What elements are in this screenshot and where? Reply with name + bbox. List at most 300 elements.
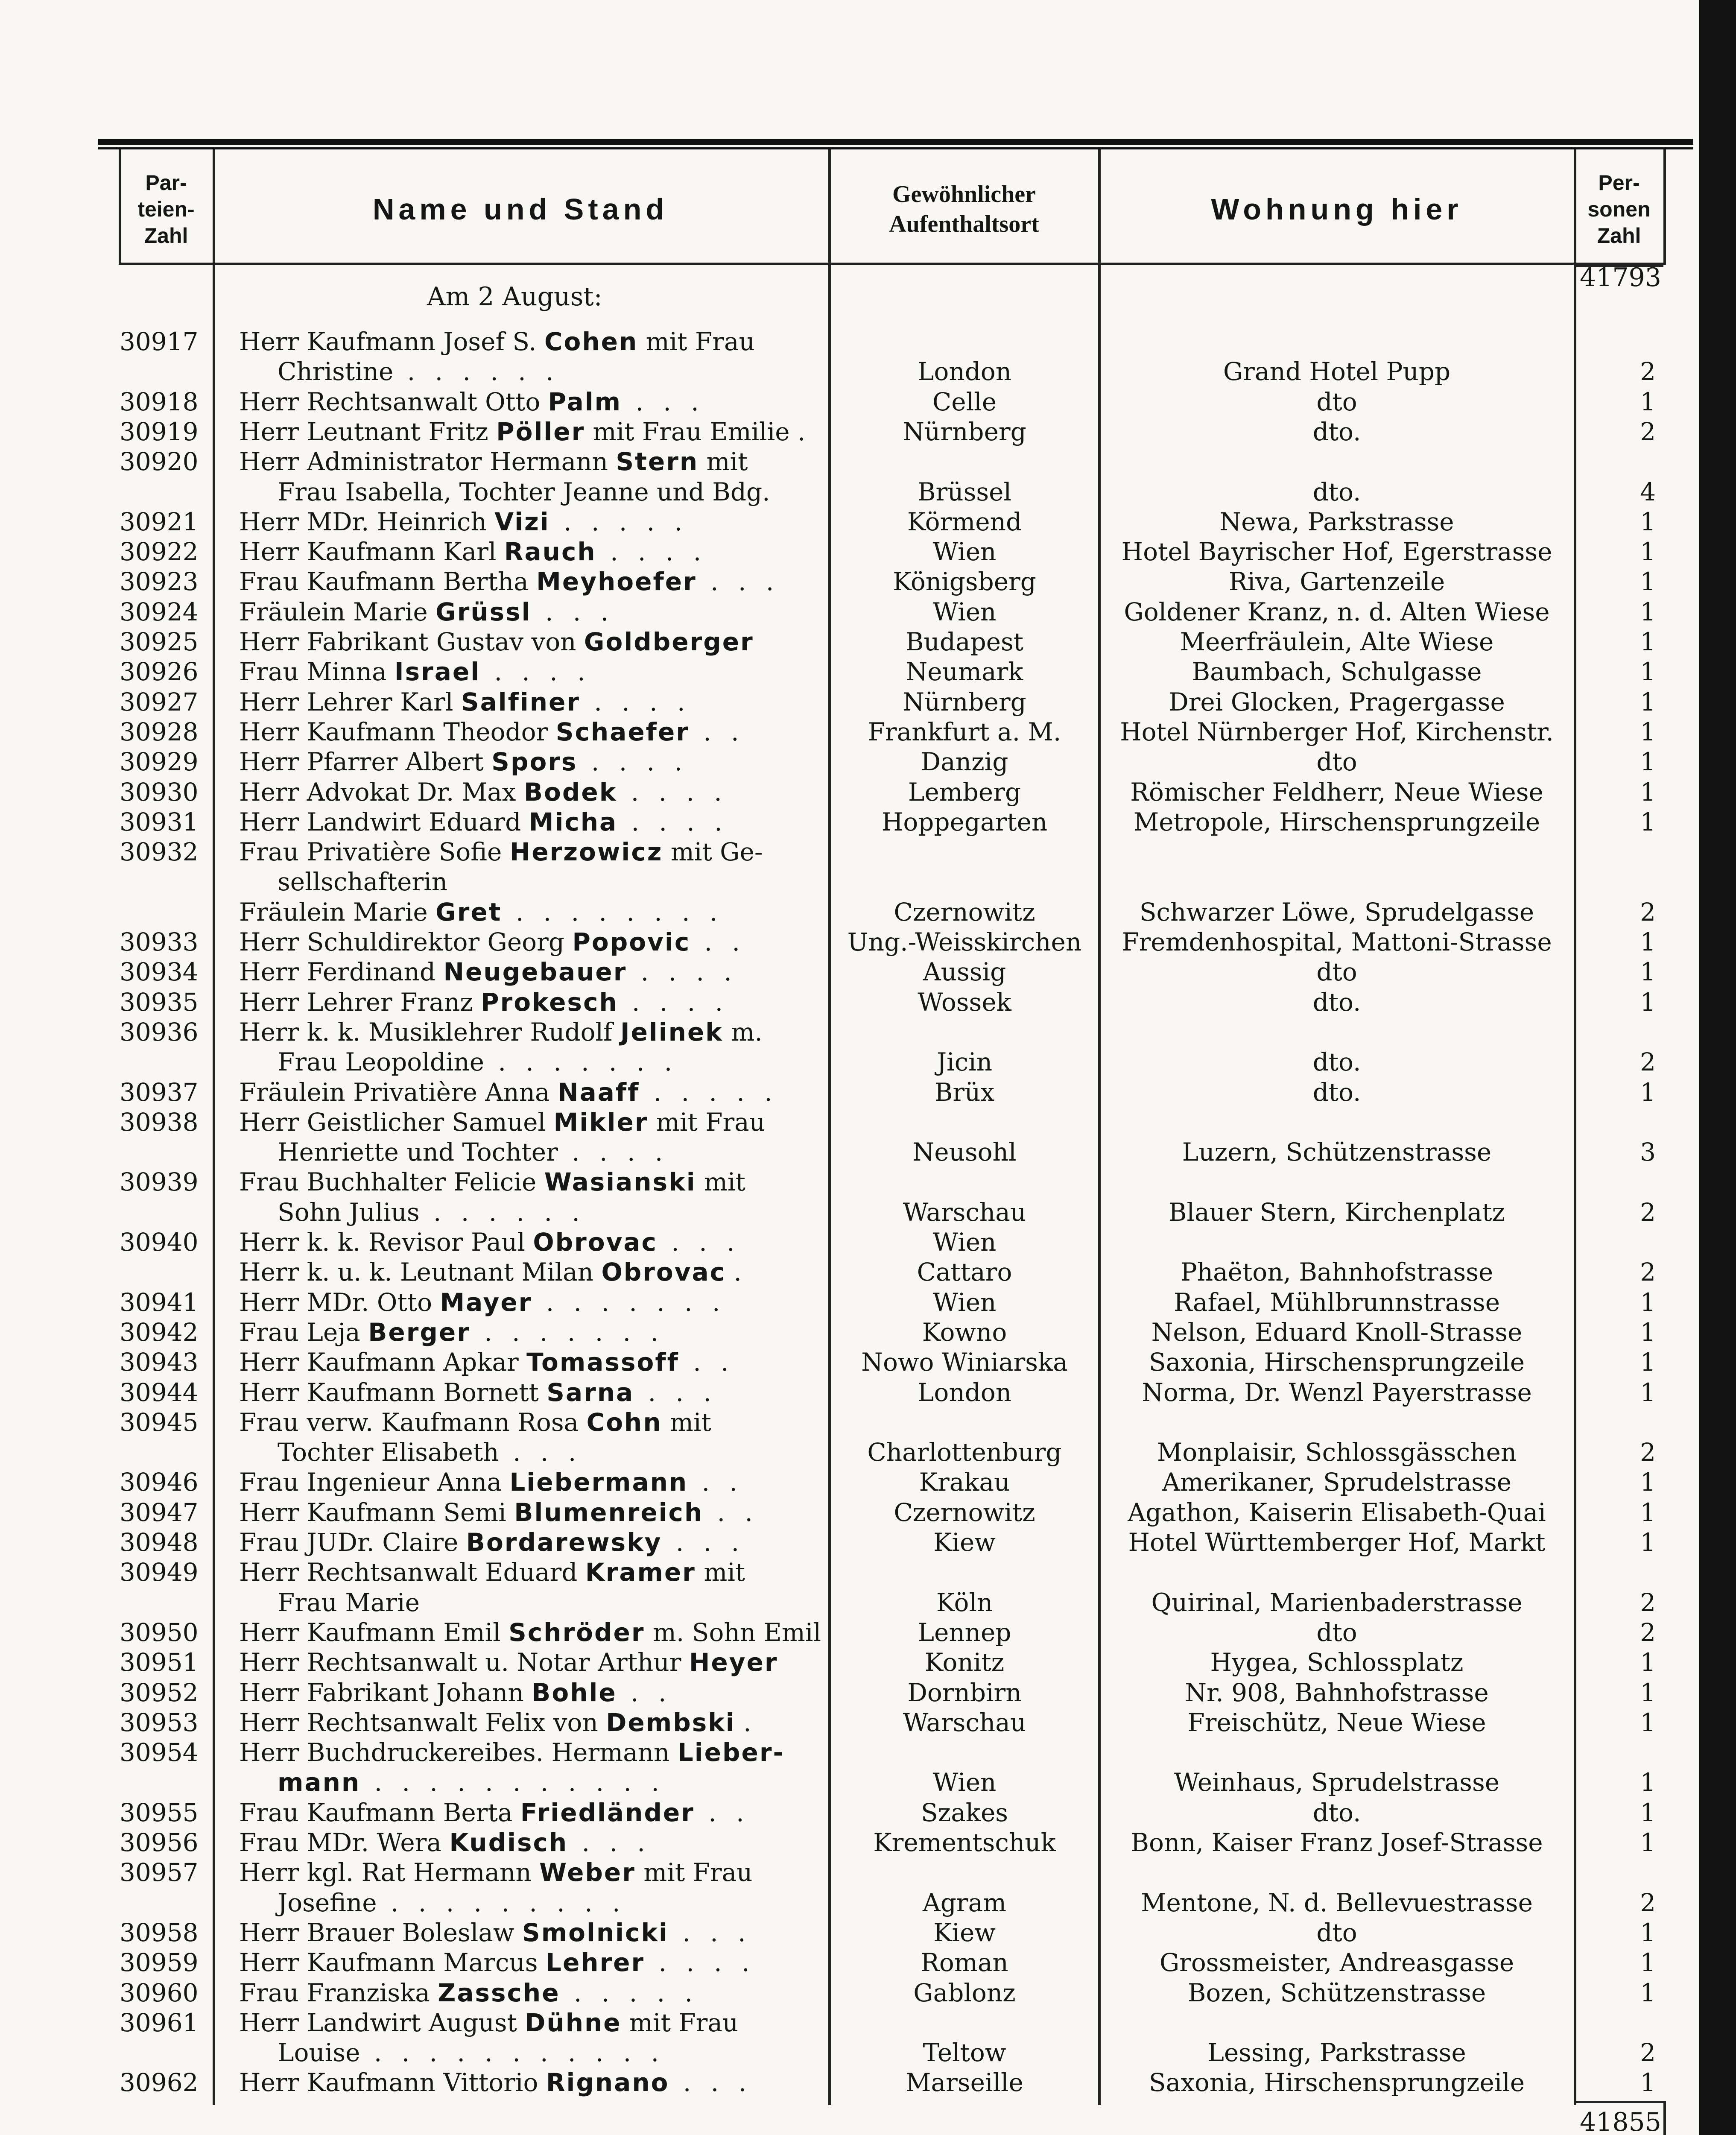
name-prefix: Fräulein Marie bbox=[239, 897, 436, 927]
persons-count: 1 bbox=[1640, 1678, 1656, 1707]
lodging: Lessing, Parkstrasse bbox=[1207, 2038, 1466, 2068]
surname: Kramer bbox=[585, 1558, 696, 1587]
surname: Naaff bbox=[558, 1077, 640, 1107]
table-row bbox=[0, 2038, 1699, 2068]
table-row bbox=[0, 1347, 1699, 1377]
guest-name bbox=[239, 1077, 778, 1107]
leader-dots: . . . . . . bbox=[419, 1197, 586, 1227]
persons-count: 4 bbox=[1640, 477, 1656, 506]
leader-dots: . . . . . . . bbox=[484, 1047, 678, 1077]
surname: Liebermann bbox=[509, 1468, 688, 1497]
leader-dots: . . bbox=[679, 1348, 735, 1377]
lodging: Newa, Parkstrasse bbox=[1219, 507, 1454, 536]
persons-count: 1 bbox=[1640, 567, 1656, 597]
name-prefix: Herr Rechtsanwalt u. Notar Arthur bbox=[239, 1648, 689, 1677]
lodging: Phaëton, Bahnhofstrasse bbox=[1180, 1258, 1493, 1287]
guest-name bbox=[239, 1678, 672, 1708]
leader-dots: . . bbox=[690, 927, 746, 956]
residence: Jicin bbox=[936, 1047, 993, 1077]
guest-name bbox=[239, 1857, 753, 1887]
lodging: dto. bbox=[1312, 477, 1361, 506]
name-prefix: Herr Lehrer Franz bbox=[239, 987, 481, 1017]
party-number: 30927 bbox=[120, 687, 199, 717]
table-row bbox=[0, 1617, 1699, 1647]
table-row bbox=[0, 327, 1699, 357]
party-number: 30962 bbox=[120, 2068, 199, 2097]
table-row bbox=[0, 357, 1699, 386]
residence: Celle bbox=[932, 387, 997, 416]
guest-name bbox=[278, 2038, 665, 2068]
leader-dots: . . . . bbox=[577, 747, 688, 777]
residence: Szakes bbox=[921, 1798, 1008, 1827]
persons-count: 1 bbox=[1640, 1317, 1656, 1347]
residence: Neumark bbox=[906, 657, 1023, 687]
surname: Herzowicz bbox=[509, 837, 663, 867]
lodging: Meerfräulein, Alte Wiese bbox=[1180, 627, 1494, 656]
table-row bbox=[0, 687, 1699, 717]
name-suffix: mit bbox=[698, 447, 748, 477]
guest-name bbox=[239, 777, 728, 807]
table-row bbox=[0, 1378, 1699, 1407]
lodging: Quirinal, Marienbaderstrasse bbox=[1151, 1588, 1523, 1617]
surname: Rauch bbox=[504, 537, 596, 567]
table-row bbox=[0, 1918, 1699, 1948]
surname: Grüssl bbox=[435, 597, 532, 626]
party-number: 30937 bbox=[120, 1077, 199, 1107]
leader-dots: . . . bbox=[568, 1828, 651, 1857]
final-total: 41855 bbox=[1580, 2107, 1661, 2135]
name-suffix: . bbox=[726, 1258, 742, 1287]
lodging: Amerikaner, Sprudelstrasse bbox=[1162, 1468, 1512, 1497]
lodging: Metropole, Hirschensprungzeile bbox=[1133, 807, 1540, 836]
persons-count: 1 bbox=[1640, 597, 1656, 626]
residence: Dornbirn bbox=[907, 1678, 1022, 1707]
residence: Nowo Winiarska bbox=[861, 1348, 1068, 1377]
leader-dots: . . . . . . . bbox=[470, 1317, 664, 1347]
leader-dots: . . . bbox=[696, 567, 780, 597]
table-row bbox=[0, 747, 1699, 777]
leader-dots: . . . bbox=[669, 2068, 753, 2097]
residence: Wien bbox=[932, 1287, 997, 1317]
lodging: Freischütz, Neue Wiese bbox=[1187, 1708, 1486, 1737]
guest-name bbox=[239, 567, 780, 597]
surname: Lieber- bbox=[677, 1738, 785, 1767]
lodging: dto. bbox=[1312, 1798, 1361, 1827]
party-number: 30945 bbox=[120, 1407, 199, 1437]
lodging: Nelson, Eduard Knoll-Strasse bbox=[1151, 1317, 1523, 1347]
guest-name bbox=[239, 1527, 745, 1557]
leader-dots: . . . . . . . bbox=[532, 1287, 726, 1317]
surname: Berger bbox=[368, 1317, 471, 1347]
surname: Dembski bbox=[606, 1708, 736, 1737]
name-prefix: Herr MDr. Otto bbox=[239, 1287, 440, 1317]
party-number: 30951 bbox=[120, 1648, 199, 1677]
party-number: 30954 bbox=[120, 1738, 199, 1767]
surname: Lehrer bbox=[545, 1948, 645, 1977]
lodging: dto bbox=[1316, 747, 1357, 777]
guest-name bbox=[239, 1407, 711, 1437]
lodging: Riva, Gartenzeile bbox=[1228, 567, 1445, 597]
name-prefix: Frau Buchhalter Felicie bbox=[239, 1167, 544, 1197]
surname: Obrovac bbox=[533, 1228, 658, 1257]
persons-count: 1 bbox=[1640, 1768, 1656, 1797]
surname: mann bbox=[278, 1768, 361, 1797]
surname: Obrovac bbox=[601, 1258, 726, 1287]
table-row bbox=[0, 657, 1699, 687]
name-prefix: Frau Privatière Sofie bbox=[239, 837, 510, 867]
table-row bbox=[0, 1407, 1699, 1437]
guest-name bbox=[239, 1347, 735, 1377]
table-row bbox=[0, 2068, 1699, 2097]
persons-count: 1 bbox=[1640, 1528, 1656, 1557]
name-prefix: Herr Fabrikant Gustav von bbox=[239, 627, 584, 656]
lodging: Baumbach, Schulgasse bbox=[1192, 657, 1482, 687]
name-prefix: Louise bbox=[278, 2038, 360, 2068]
table-row bbox=[0, 867, 1699, 897]
table-row bbox=[0, 477, 1699, 507]
surname: Palm bbox=[548, 387, 622, 416]
name-prefix: Frau Franziska bbox=[239, 1978, 438, 2007]
leader-dots: . . bbox=[688, 1468, 743, 1497]
persons-count: 1 bbox=[1640, 1287, 1656, 1317]
surname: Schröder bbox=[509, 1617, 645, 1647]
leader-dots: . . . bbox=[622, 387, 705, 416]
name-prefix: Herr Rechtsanwalt Felix von bbox=[239, 1708, 606, 1737]
guest-name bbox=[239, 1798, 750, 1828]
lodging: Bozen, Schützenstrasse bbox=[1187, 1978, 1486, 2007]
party-number: 30931 bbox=[120, 807, 199, 836]
party-number: 30942 bbox=[120, 1317, 199, 1347]
name-prefix: Herr Kaufmann Apkar bbox=[239, 1348, 527, 1377]
residence: Warschau bbox=[903, 1197, 1026, 1227]
surname: Bohle bbox=[532, 1678, 617, 1707]
name-prefix: Herr Rechtsanwalt Eduard bbox=[239, 1558, 585, 1587]
guest-name bbox=[239, 807, 728, 837]
persons-count: 1 bbox=[1640, 507, 1656, 536]
party-number: 30961 bbox=[120, 2008, 199, 2037]
table-row bbox=[0, 1888, 1699, 1918]
header-lodging: Wohnung hier bbox=[1211, 193, 1463, 226]
party-number: 30953 bbox=[120, 1708, 199, 1737]
party-number: 30959 bbox=[120, 1948, 199, 1977]
header-residence: Gewöhnlicher Aufenthaltsort bbox=[889, 181, 1039, 237]
guest-name bbox=[278, 1888, 626, 1918]
name-prefix: Herr Kaufmann Theodor bbox=[239, 717, 556, 746]
guest-name bbox=[239, 1167, 745, 1197]
residence: Kiew bbox=[933, 1918, 996, 1947]
lodging: Fremdenhospital, Mattoni-Strasse bbox=[1122, 927, 1552, 956]
residence: Wien bbox=[932, 597, 997, 626]
party-number: 30933 bbox=[120, 927, 199, 956]
guest-name bbox=[239, 597, 614, 627]
table-row bbox=[0, 1647, 1699, 1677]
name-suffix: m. Sohn Emil bbox=[645, 1617, 821, 1647]
guest-name bbox=[239, 837, 763, 867]
persons-count: 1 bbox=[1640, 687, 1656, 717]
table-row bbox=[0, 1227, 1699, 1257]
persons-count: 1 bbox=[1640, 1798, 1656, 1827]
surname: Zassche bbox=[438, 1978, 560, 2007]
table-row bbox=[0, 1948, 1699, 1977]
table-row bbox=[0, 1017, 1699, 1047]
table-row bbox=[0, 1107, 1699, 1137]
lodging: Rafael, Mühlbrunnstrasse bbox=[1173, 1287, 1500, 1317]
name-prefix: Herr Administrator Hermann bbox=[239, 447, 616, 477]
surname: Neugebauer bbox=[443, 957, 627, 987]
lodging: Monplaisir, Schlossgässchen bbox=[1157, 1438, 1517, 1467]
party-number: 30926 bbox=[120, 657, 199, 687]
name-prefix: Christine bbox=[278, 357, 394, 386]
persons-count: 1 bbox=[1640, 1978, 1656, 2007]
residence: Lennep bbox=[918, 1617, 1011, 1647]
guest-name bbox=[239, 1557, 745, 1587]
residence: Budapest bbox=[905, 627, 1024, 656]
header-number: Par- teien- Zahl bbox=[137, 171, 195, 248]
residence: Cattaro bbox=[917, 1258, 1012, 1287]
party-number: 30932 bbox=[120, 837, 199, 867]
surname: Smolnicki bbox=[522, 1918, 669, 1947]
persons-count: 1 bbox=[1640, 987, 1656, 1017]
header-name: Name und Stand bbox=[372, 193, 669, 226]
guest-name bbox=[278, 1437, 582, 1467]
leader-dots: . . . . bbox=[617, 807, 728, 836]
residence: Neusohl bbox=[912, 1138, 1017, 1167]
guest-name bbox=[239, 987, 729, 1017]
party-number: 30941 bbox=[120, 1287, 199, 1317]
residence: Nürnberg bbox=[903, 687, 1026, 717]
residence: Czernowitz bbox=[894, 1497, 1035, 1527]
lodging: Schwarzer Löwe, Sprudelgasse bbox=[1139, 897, 1534, 927]
guest-name bbox=[239, 1647, 778, 1677]
guest-name bbox=[278, 1767, 665, 1797]
party-number: 30922 bbox=[120, 537, 199, 567]
surname: Israel bbox=[395, 657, 481, 687]
name-prefix: Herr Pfarrer Albert bbox=[239, 747, 492, 777]
persons-count: 2 bbox=[1640, 1888, 1656, 1917]
lodging: Hotel Bayrischer Hof, Egerstrasse bbox=[1121, 537, 1552, 567]
leader-dots: . . . . . bbox=[560, 1978, 698, 2007]
name-prefix: Fräulein Marie bbox=[239, 597, 436, 626]
guest-name bbox=[278, 1197, 586, 1227]
name-suffix: mit bbox=[662, 1407, 711, 1437]
residence: Roman bbox=[921, 1948, 1008, 1977]
name-prefix: Frau Leja bbox=[239, 1317, 368, 1347]
table-row bbox=[0, 1137, 1699, 1167]
table-row bbox=[0, 1257, 1699, 1287]
persons-count: 1 bbox=[1640, 747, 1656, 777]
party-number: 30957 bbox=[120, 1858, 199, 1887]
surname: Bordarewsky bbox=[466, 1528, 662, 1557]
persons-count: 1 bbox=[1640, 717, 1656, 746]
carry-over-total: 41793 bbox=[1580, 263, 1661, 292]
lodging: Luzern, Schützenstrasse bbox=[1182, 1138, 1492, 1167]
name-prefix: Herr Geistlicher Samuel bbox=[239, 1107, 554, 1137]
name-suffix: m. bbox=[723, 1017, 763, 1047]
party-number: 30944 bbox=[120, 1378, 199, 1407]
name-prefix: Herr Kaufmann Marcus bbox=[239, 1948, 546, 1977]
persons-count: 1 bbox=[1640, 1497, 1656, 1527]
surname: Wasianski bbox=[544, 1167, 696, 1197]
lodging: dto. bbox=[1312, 987, 1361, 1017]
lodging: Bonn, Kaiser Franz Josef-Strasse bbox=[1131, 1828, 1543, 1857]
party-number: 30924 bbox=[120, 597, 199, 626]
table-row bbox=[0, 1077, 1699, 1107]
surname: Gret bbox=[435, 897, 502, 927]
leader-dots: . . . . . . . . . . . bbox=[360, 2038, 665, 2068]
guest-name bbox=[239, 387, 705, 417]
name-suffix: mit Frau bbox=[635, 1858, 753, 1887]
surname: Heyer bbox=[689, 1648, 778, 1677]
persons-count: 1 bbox=[1640, 537, 1656, 567]
name-prefix: Herr k. u. k. Leutnant Milan bbox=[239, 1258, 602, 1287]
persons-count: 1 bbox=[1640, 957, 1656, 987]
guest-name bbox=[239, 1287, 726, 1317]
lodging: Norma, Dr. Wenzl Payerstrasse bbox=[1142, 1378, 1532, 1407]
table-row bbox=[0, 1978, 1699, 2008]
guest-name bbox=[239, 1257, 742, 1287]
residence: Marseille bbox=[906, 2068, 1023, 2097]
surname: Micha bbox=[529, 807, 618, 836]
guest-name bbox=[239, 2008, 738, 2038]
table-row bbox=[0, 927, 1699, 957]
leader-dots: . . . bbox=[668, 1918, 752, 1947]
lodging: Weinhaus, Sprudelstrasse bbox=[1174, 1768, 1500, 1797]
lodging: Drei Glocken, Pragergasse bbox=[1169, 687, 1505, 717]
guest-name bbox=[278, 1137, 669, 1167]
persons-count: 1 bbox=[1640, 2068, 1656, 2097]
table-row bbox=[0, 837, 1699, 867]
name-prefix: Sohn Julius bbox=[278, 1197, 420, 1227]
party-number: 30935 bbox=[120, 987, 199, 1017]
total-rule bbox=[1575, 2101, 1663, 2103]
surname: Kudisch bbox=[449, 1828, 568, 1857]
date-heading: Am 2 August: bbox=[427, 282, 602, 312]
guest-name bbox=[239, 957, 738, 987]
name-prefix: Herr Rechtsanwalt Otto bbox=[239, 387, 548, 416]
top-rule-thin bbox=[98, 147, 1693, 149]
name-prefix: Herr Ferdinand bbox=[239, 957, 444, 987]
party-number: 30930 bbox=[120, 777, 199, 807]
persons-count: 1 bbox=[1640, 927, 1656, 956]
leader-dots: . . bbox=[689, 717, 745, 746]
party-number: 30949 bbox=[120, 1558, 199, 1587]
persons-count: 2 bbox=[1640, 417, 1656, 446]
leader-dots: . . . . bbox=[558, 1138, 669, 1167]
table-row bbox=[0, 447, 1699, 477]
name-prefix: Herr Kaufmann Semi bbox=[239, 1497, 514, 1527]
table-row bbox=[0, 1497, 1699, 1527]
guest-name bbox=[239, 897, 723, 927]
name-prefix: Herr Landwirt August bbox=[239, 2008, 525, 2037]
table-row bbox=[0, 1437, 1699, 1467]
lodging: dto bbox=[1316, 387, 1357, 416]
persons-count: 2 bbox=[1640, 2038, 1656, 2068]
leader-dots: . . . . . . . . . bbox=[377, 1888, 626, 1917]
guest-name bbox=[239, 327, 755, 357]
table-row bbox=[0, 1527, 1699, 1557]
surname: Dühne bbox=[525, 2008, 622, 2037]
leader-dots: . . . . . . bbox=[393, 357, 560, 386]
lodging: Agathon, Kaiserin Elisabeth-Quai bbox=[1128, 1497, 1546, 1527]
table-row bbox=[0, 507, 1699, 537]
surname: Bodek bbox=[523, 777, 617, 807]
name-prefix: sellschafterin bbox=[278, 867, 448, 897]
table-row bbox=[0, 1708, 1699, 1737]
table-row bbox=[0, 537, 1699, 567]
name-prefix: Frau Leopoldine bbox=[278, 1047, 485, 1077]
guest-name bbox=[239, 1978, 698, 2008]
table-row bbox=[0, 1047, 1699, 1077]
party-number: 30919 bbox=[120, 417, 199, 446]
party-number: 30960 bbox=[120, 1978, 199, 2007]
name-suffix: mit Frau bbox=[621, 2008, 739, 2037]
guest-name bbox=[239, 417, 805, 447]
residence: Brüx bbox=[934, 1077, 995, 1107]
guest-name bbox=[239, 1918, 752, 1948]
leader-dots: . . bbox=[694, 1798, 750, 1827]
leader-dots: . . . . bbox=[596, 537, 707, 567]
leader-dots: . . . . . bbox=[549, 507, 689, 536]
lodging: dto bbox=[1316, 1617, 1357, 1647]
persons-count: 2 bbox=[1640, 1197, 1656, 1227]
party-number: 30946 bbox=[120, 1468, 199, 1497]
table-row bbox=[0, 1798, 1699, 1828]
guest-name bbox=[239, 1467, 743, 1497]
name-prefix: Herr Kaufmann Bornett bbox=[239, 1378, 547, 1407]
party-number: 30934 bbox=[120, 957, 199, 987]
lodging: dto. bbox=[1312, 1047, 1361, 1077]
residence: London bbox=[917, 1378, 1012, 1407]
table-row bbox=[0, 1197, 1699, 1227]
persons-count: 2 bbox=[1640, 357, 1656, 386]
lodging: Saxonia, Hirschensprungzeile bbox=[1149, 1348, 1525, 1377]
table-row bbox=[0, 387, 1699, 417]
table-row bbox=[0, 1467, 1699, 1497]
surname: Tomassoff bbox=[526, 1348, 679, 1377]
leader-dots: . . . . bbox=[617, 777, 728, 807]
guest-name bbox=[239, 1617, 821, 1647]
residence: Lemberg bbox=[908, 777, 1021, 807]
name-prefix: Henriette und Tochter bbox=[278, 1138, 558, 1167]
name-prefix: Herr Buchdruckereibes. Hermann bbox=[239, 1738, 678, 1767]
name-prefix: Frau verw. Kaufmann Rosa bbox=[239, 1407, 587, 1437]
name-prefix: Herr Fabrikant Johann bbox=[239, 1678, 532, 1707]
party-number: 30956 bbox=[120, 1828, 199, 1857]
persons-count: 2 bbox=[1640, 1258, 1656, 1287]
guest-name bbox=[278, 477, 770, 507]
leader-dots: . . bbox=[703, 1497, 759, 1527]
table-row bbox=[0, 567, 1699, 597]
party-number: 30917 bbox=[120, 327, 199, 356]
party-number: 30921 bbox=[120, 507, 199, 536]
table-row bbox=[0, 1767, 1699, 1797]
name-suffix: mit bbox=[696, 1558, 745, 1587]
party-number: 30928 bbox=[120, 717, 199, 746]
leader-dots: . . . . bbox=[480, 657, 591, 687]
guest-name bbox=[239, 1497, 759, 1527]
surname: Prokesch bbox=[481, 987, 618, 1017]
name-prefix: Tochter Elisabeth bbox=[278, 1438, 499, 1467]
guest-name bbox=[239, 1737, 785, 1767]
party-number: 30925 bbox=[120, 627, 199, 656]
residence: Warschau bbox=[903, 1708, 1026, 1737]
persons-count: 1 bbox=[1640, 1077, 1656, 1107]
name-prefix: Herr k. k. Revisor Paul bbox=[239, 1228, 533, 1257]
surname: Goldberger bbox=[584, 627, 754, 656]
surname: Cohn bbox=[586, 1407, 662, 1437]
lodging: Nr. 908, Bahnhofstrasse bbox=[1185, 1678, 1489, 1707]
name-suffix: mit Frau bbox=[638, 327, 755, 356]
